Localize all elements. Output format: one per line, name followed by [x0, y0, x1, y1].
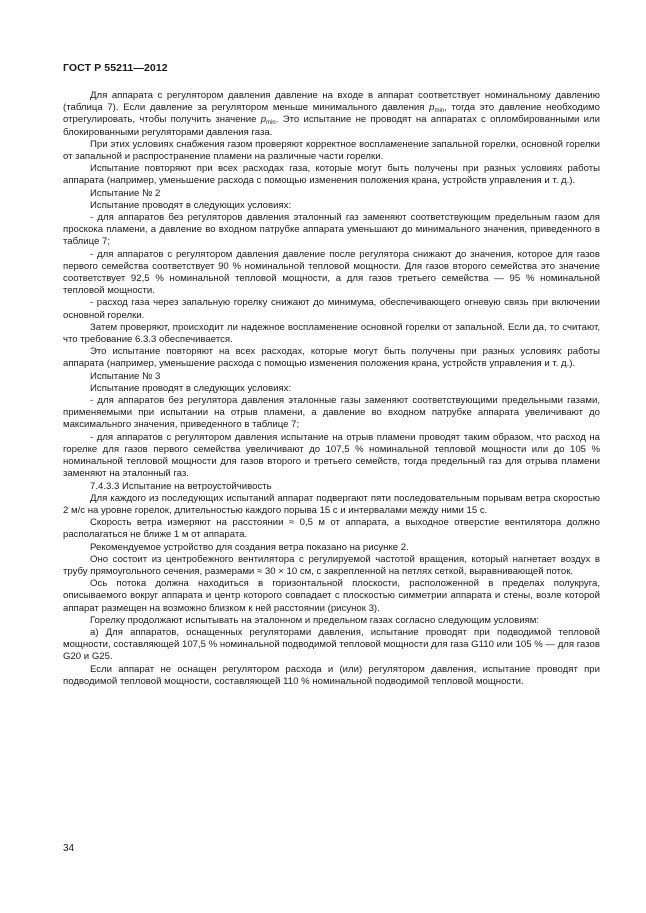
paragraph: Для каждого из последующих испытаний аппарат подвергают пяти последовательным порывам ветра скоростью 2 м/с на уровне горелок, длительностью каждого порыва 15 с и интервалами между ними 15 с. — [63, 492, 600, 516]
paragraph — [63, 90, 600, 139]
list-item: - для аппаратов с регулятором давления испытание на отрыв пламени проводят таким образом, что расход на горелке для газов первого семейства увеличивают до 107,5 % номинальной тепловой мощности или до 105 % номинальной тепловой мощности для газов второго и третьего семейств, тогда предельный газ для отрыва пламени заменяют на эталонный газ. — [63, 431, 600, 480]
text-run: Для аппарата с регулятором давления давление на входе в аппарат соответствует номинальному давлению (таблица 7). Если давление за регулятором меньше минимального давления — [63, 90, 600, 114]
variable: p — [260, 114, 267, 126]
list-item: - для аппаратов без регуляторов давления эталонный газ заменяют соответствующим предельным газом для проскока пламени, а давление во входном патрубке аппарата уменьшают до минимального значения, приведенного в таблице 7; — [63, 212, 600, 248]
subscript: min — [434, 108, 445, 115]
document-body — [63, 90, 600, 688]
subscript: min — [266, 120, 276, 127]
text-run: . Это испытание не проводят на аппаратах с опломбированными или блокированными регуляторами давления газа. — [63, 114, 600, 138]
variable: p — [429, 102, 435, 114]
paragraph: Испытание проводят в следующих условиях: — [90, 382, 292, 394]
paragraph: Оно состоит из центробежного вентилятора с регулируемой частотой вращения, который нагнетает воздух в трубу прямоугольного сечения, размерами ≈ 30 × 10 см, с закрепленной на петлях сеткой, выравнивающей поток. — [63, 553, 600, 577]
paragraph: Затем проверяют, происходит ли надежное воспламенение основной горелки от запальной. Если да, то считают, что требование 6.3.3 обеспечивается. — [63, 321, 600, 346]
paragraph: Испытание повторяют при всех расходах газа, которые могут быть получены при разных условиях работы аппарата (например, уменьшение расхода с помощью изменения положения крана, устройств управления и т. д.). — [63, 163, 600, 187]
text-run: , тогда это давление необходимо отрегулировать, чтобы получить значение — [63, 102, 601, 126]
list-item: а) Для аппаратов, оснащенных регуляторами давления, испытание проводят при подводимой тепловой мощности, составляющей 107,5 % номинальной подводимой тепловой мощности для газа G110 или 105 % — для газов G20 и G25. — [63, 626, 600, 663]
subheading: Испытание № 2 — [90, 187, 161, 199]
list-item: - расход газа через запальную горелку снижают до минимума, обеспечивающего огневую связь при включении основной горелки. — [63, 297, 600, 321]
page-number: 34 — [63, 843, 75, 854]
list-item: - для аппаратов без регулятора давления эталонные газы заменяют соответствующими предельными газами, применяемыми при испытании на отрыв пламени, а давление во входном патрубке аппарата увеличивают до максимального значения, приведенного в таблице 7; — [63, 395, 600, 431]
paragraph: Рекомендуемое устройство для создания ветра показано на рисунке 2. — [90, 541, 409, 553]
section-heading: 7.4.3.3 Испытание на ветроустойчивость — [90, 480, 272, 492]
paragraph: Это испытание повторяют на всех расходах, которые могут быть получены при разных условиях работы аппарата (например, уменьшение расхода с помощью изменения положения крана, устройств управления и т. д.). — [63, 346, 600, 370]
paragraph: При этих условиях снабжения газом проверяют корректное воспламенение запальной горелки, основной горелки от запальной и распространение пламени на различные части горелки. — [63, 138, 600, 163]
subheading: Испытание № 3 — [90, 370, 161, 382]
document-header: ГОСТ Р 55211—2012 — [63, 62, 168, 74]
list-item: - для аппаратов с регулятором давления давление после регулятора снижают до значения, которое для газов первого семейства соответствует 90 % номинальной тепловой мощности. Для газов второго семейства это значение соответствует 92,5 % номинальной тепловой мощности, а для газов третьего семейства — 95 % номинальной тепловой мощности. — [63, 248, 600, 297]
paragraph: Испытание проводят в следующих условиях: — [90, 199, 292, 211]
paragraph: Скорость ветра измеряют на расстоянии ≈ 0,5 м от аппарата, а выходное отверстие вентилятора должно располагаться не ближе 1 м от аппарата. — [63, 517, 600, 541]
paragraph: Ось потока должна находиться в горизонтальной плоскости, расположенной в пределах полукруга, описываемого вокруг аппарата и центр которого совпадает с плоскостью симметрии аппарата и стены, возле которой аппарат размещен на возможно близком к ней расстоянии (рисунок 3). — [63, 578, 600, 614]
paragraph: Горелку продолжают испытывать на эталонном и предельном газах согласно следующим условиям: — [90, 614, 540, 626]
paragraph: Если аппарат не оснащен регулятором расхода и (или) регулятором давления, испытание проводят при подводимой тепловой мощности, составляющей 110 % номинальной подводимой тепловой мощности. — [63, 663, 600, 687]
